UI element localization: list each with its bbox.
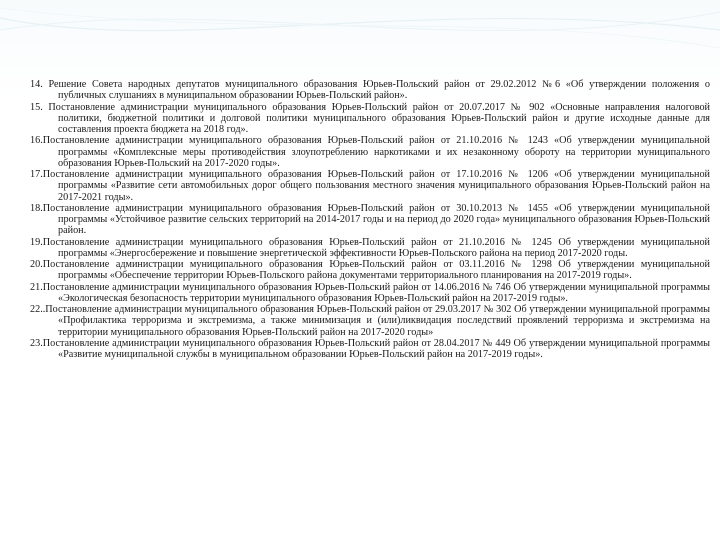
item-text: Постановление администрации муниципального образования Юрьев-Польский район от 30.10.2013 № 1455 «Об утверждении муниципальной программы «Устойчивое развитие сельских территорий на 2014-2017 годы и на период до 2020 года» муниципального образования Юрьев-Польский район. [42,202,710,237]
decorative-swirl [0,0,720,70]
list-item [30,169,710,203]
list-item [30,237,710,260]
item-text: Постановление администрации муниципального образования Юрьев-Польский район от 28.04.2017 № 449 Об утверждении муниципальной программы «Развитие муниципальной службы в муниципальном образовании Юрьев-Польский район на 2017-2019 годы». [42,337,710,360]
list-item [30,135,710,169]
item-number: 22.. [30,304,46,315]
item-text: Постановление администрации муниципального образования Юрьев-Польский район от 29.03.2017 № 302 Об утверждении муниципальной программы «Профилактика терроризма и экстремизма, а также минимизация и (или)ликвидация последствий проявлений терроризма и экстремизма на территории муниципального образования Юрьев-Польский район на 2017-2020 годы» [45,304,710,338]
item-text: Постановление администрации муниципального образования Юрьев-Польский район от 20.07.2017 № 902 «Основные направления налоговой политики, бюджетной политики и долговой политики муниципального образования Юрьев-Польский район и другие исходные данные для составления проекта бюджета на 2018 год». [48,101,711,135]
item-number: 23. [30,337,43,349]
item-text: Постановление администрации муниципального образования Юрьев-Польский район от 21.10.2016 № 1245 Об утверждении муниципальной программы «Энергосбережение и повышение энергетической эффективности Юрьев-Польского района на период 2017-2020 годы. [42,236,710,259]
item-text: Решение Совета народных депутатов муниципального образования Юрьев-Польский район от 29.02.2012 №6 «Об утверждении положения о публичных слушаниях в муниципальном образовании Юрьев-Польский район». [48,79,711,102]
item-text: Постановление администрации муниципального образования Юрьев-Польский район от 14.06.2016 № 746 Об утверждении муниципальной программы «Экологическая безопасность территории муниципального образования Юрьев-Польский район на 2017-2019 годы». [42,281,710,304]
document-list [30,79,710,360]
item-text: Постановление администрации муниципального образования Юрьев-Польский район от 03.11.2016 № 1298 Об утверждении муниципальной программы «Обеспечение территории Юрьев-Польского района документами территориального планирования на 2017-2019 годы». [42,259,710,282]
item-number: 14. [30,79,43,90]
list-item [30,79,710,102]
list-item [30,203,710,237]
item-number: 19. [30,236,43,248]
item-number: 20. [30,259,43,270]
list-item [30,259,710,282]
item-number: 17. [30,169,43,180]
list-item [30,282,710,305]
item-text: Постановление администрации муниципального образования Юрьев-Польский район от 17.10.2016 № 1206 «Об утверждении муниципальной программы «Развитие сети автомобильных дорог общего пользования местного значения муниципального образования Юрьев-Польский район на 2017-2021 годы». [42,169,710,203]
item-number: 15. [30,101,43,113]
list-item [30,102,710,136]
list-item [30,338,710,361]
list-item [30,304,710,338]
item-number: 16. [30,135,43,147]
item-number: 21. [30,281,43,293]
item-text: Постановление администрации муниципального образования Юрьев-Польский район от 21.10.2016 № 1243 «Об утверждении муниципальной программы «Комплексные меры противодействия злоупотреблению наркотиками и их незаконному обороту на территории муниципального образования Юрьев-Польский на 2017-2020 годы». [42,135,710,169]
item-number: 18. [30,202,43,214]
